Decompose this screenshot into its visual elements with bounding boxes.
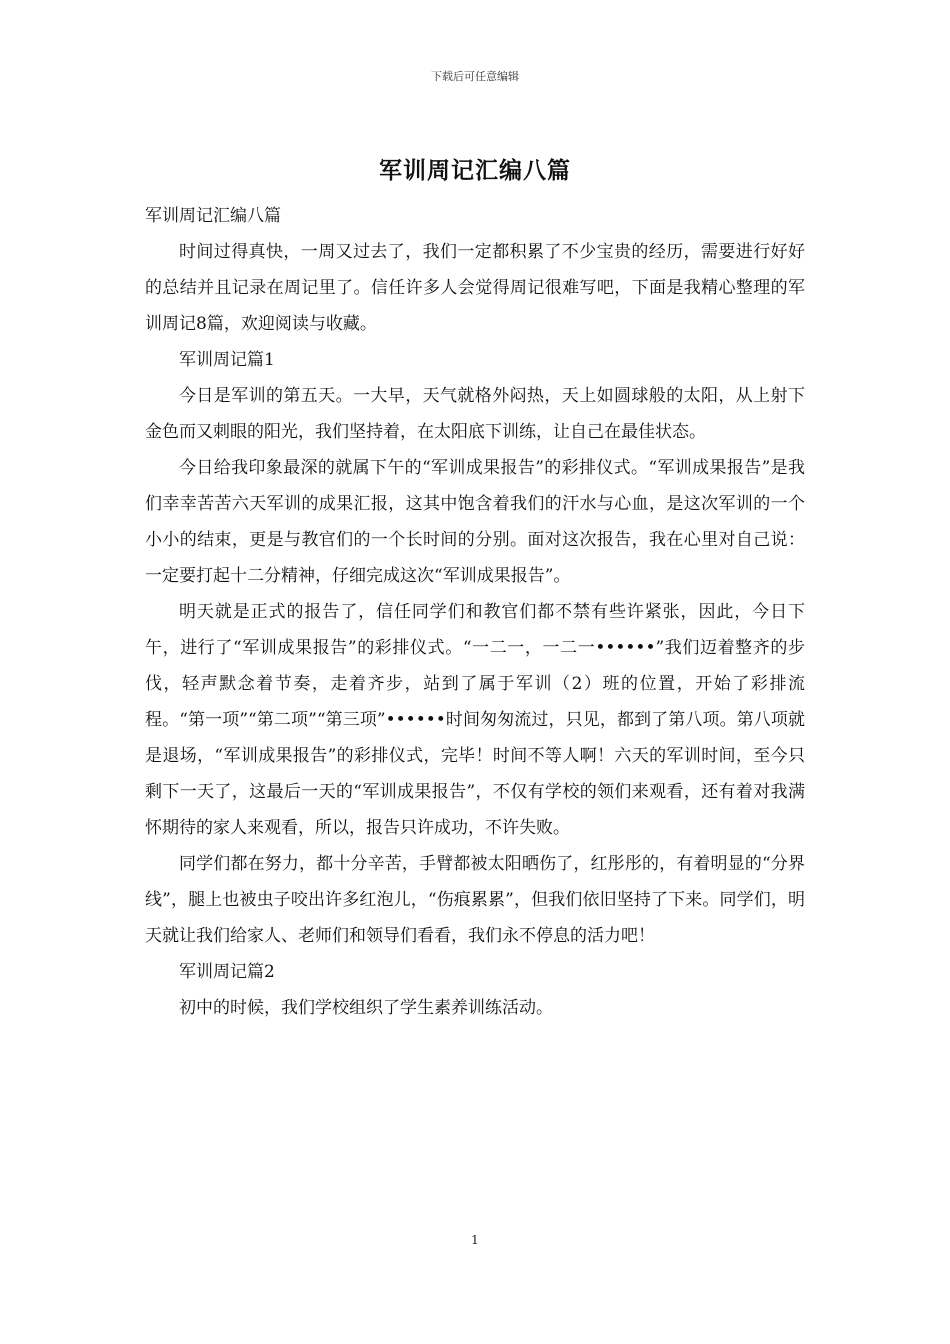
section-heading-2: 军训周记篇2 xyxy=(179,962,275,982)
body-paragraph: 同学们都在努力，都十分辛苦，手臂都被太阳晒伤了，红彤彤的，有着明显的“分界线”，腿上也被虫子咬出许多红泡儿，“伤痕累累”，但我们依旧坚持了下来。同学们，明天就让我们给家人、老师们和领导们看看，我们永不停息的活力吧！ xyxy=(145,854,805,946)
body-paragraph: 今日给我印象最深的就属下午的“军训成果报告”的彩排仪式。“军训成果报告”是我们幸幸苦苦六天军训的成果汇报，这其中饱含着我们的汗水与心血，是这次军训的一个小小的结束，更是与教官们的一个长时间的分别。面对这次报告，我在心里对自己说：一定要打起十二分精神，仔细完成这次“军训成果报告”。 xyxy=(145,458,805,586)
intro-paragraph: 时间过得真快，一周又过去了，我们一定都积累了不少宝贵的经历，需要进行好好的总结并且记录在周记里了。信任许多人会觉得周记很难写吧，下面是我精心整理的军训周记8篇，欢迎阅读与收藏。 xyxy=(145,242,805,334)
section-heading-1: 军训周记篇1 xyxy=(179,350,275,370)
subtitle-line: 军训周记汇编八篇 xyxy=(145,206,281,226)
page-number: 1 xyxy=(471,1233,479,1247)
page-header: 下载后可任意编辑 xyxy=(431,70,519,83)
body-paragraph: 初中的时候，我们学校组织了学生素养训练活动。 xyxy=(179,998,553,1018)
body-paragraph: 今日是军训的第五天。一大早，天气就格外闷热，天上如圆球般的太阳，从上射下金色而又刺眼的阳光，我们坚持着，在太阳底下训练，让自己在最佳状态。 xyxy=(145,386,805,442)
document-title: 军训周记汇编八篇 xyxy=(379,157,571,184)
document-body xyxy=(145,198,805,1026)
body-paragraph: 明天就是正式的报告了，信任同学们和教官们都不禁有些许紧张，因此，今日下午，进行了“军训成果报告”的彩排仪式。“一二一，一二一••••••”我们迈着整齐的步伐，轻声默念着节奏，走着齐步，站到了属于军训（2）班的位置，开始了彩排流程。“第一项”“第二项”“第三项”••••••时间匆匆流过，只见，都到了第八项。第八项就是退场，“军训成果报告”的彩排仪式，完毕！时间不等人啊！六天的军训时间，至今只剩下一天了，这最后一天的“军训成果报告”，不仅有学校的领们来观看，还有着对我满怀期待的家人来观看，所以，报告只许成功，不许失败。 xyxy=(145,602,805,838)
